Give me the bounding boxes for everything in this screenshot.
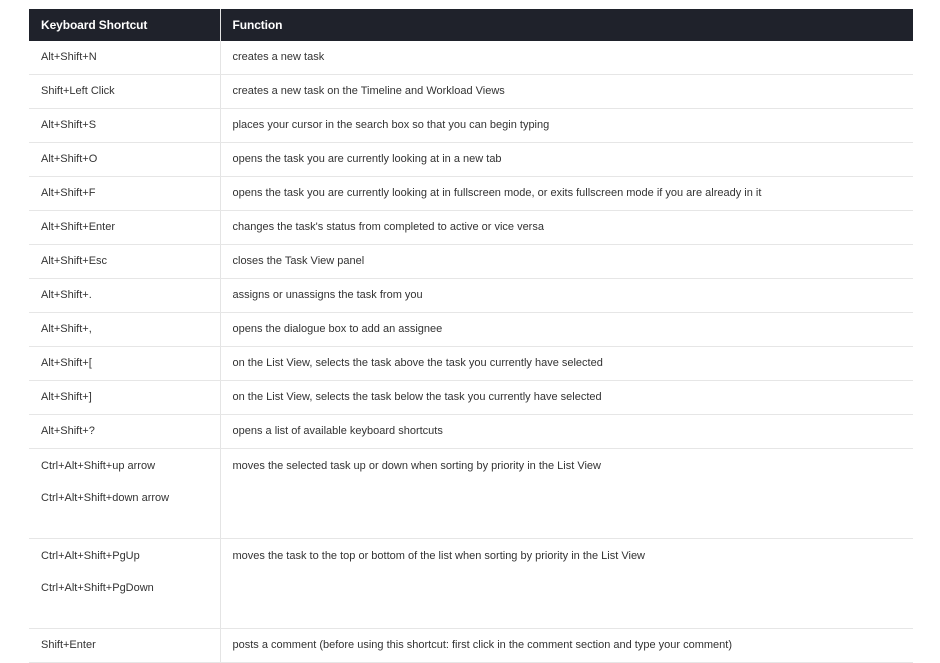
function-description: opens a list of available keyboard shortcuts	[232, 425, 443, 437]
shortcut-cell	[29, 449, 220, 539]
shortcut-cell	[29, 75, 220, 109]
table-row	[29, 539, 913, 629]
table-row	[29, 177, 913, 211]
shortcut-cell	[29, 279, 220, 313]
shortcut-cell	[29, 245, 220, 279]
table-row	[29, 381, 913, 415]
function-description: assigns or unassigns the task from you	[232, 289, 423, 301]
shortcut-keys: Ctrl+Alt+Shift+PgDown	[41, 582, 154, 594]
function-description: moves the selected task up or down when sorting by priority in the List View	[232, 460, 601, 472]
function-description: moves the task to the top or bottom of the list when sorting by priority in the List View	[232, 550, 645, 562]
table-row	[29, 245, 913, 279]
table-row	[29, 41, 913, 75]
shortcut-keys: Ctrl+Alt+Shift+PgUp	[41, 550, 140, 562]
table-header	[29, 9, 913, 41]
shortcut-keys: Shift+Enter	[41, 639, 96, 651]
function-description: opens the task you are currently looking at in fullscreen mode, or exits fullscreen mode if you are already in it	[232, 187, 762, 199]
shortcut-keys: Alt+Shift+Esc	[41, 255, 108, 267]
shortcut-keys: Alt+Shift+F	[41, 187, 96, 199]
function-description: places your cursor in the search box so that you can begin typing	[232, 119, 550, 131]
shortcut-keys: Alt+Shift+S	[41, 119, 97, 131]
shortcut-keys: Alt+Shift+[	[41, 357, 92, 369]
function-cell	[220, 211, 913, 245]
function-cell	[220, 449, 913, 539]
function-description: creates a new task	[232, 51, 325, 63]
function-cell	[220, 109, 913, 143]
shortcut-keys: Alt+Shift+?	[41, 425, 95, 437]
shortcut-keys: Ctrl+Alt+Shift+down arrow	[41, 492, 170, 504]
shortcut-cell	[29, 41, 220, 75]
function-cell	[220, 629, 913, 663]
function-cell	[220, 177, 913, 211]
table-body	[29, 41, 913, 663]
function-cell	[220, 539, 913, 629]
function-cell	[220, 41, 913, 75]
function-description: opens the task you are currently looking at in a new tab	[232, 153, 502, 165]
keyboard-shortcuts-table	[29, 9, 913, 663]
shortcut-keys: Alt+Shift+]	[41, 391, 92, 403]
function-description: on the List View, selects the task below the task you currently have selected	[232, 391, 602, 403]
shortcut-cell	[29, 211, 220, 245]
shortcut-cell	[29, 539, 220, 629]
shortcut-keys: Alt+Shift+.	[41, 289, 92, 301]
shortcut-keys: Ctrl+Alt+Shift+up arrow	[41, 460, 156, 472]
table-row	[29, 75, 913, 109]
function-cell	[220, 245, 913, 279]
shortcut-cell	[29, 109, 220, 143]
shortcut-cell	[29, 143, 220, 177]
function-description: on the List View, selects the task above the task you currently have selected	[232, 357, 603, 369]
shortcut-keys: Alt+Shift+,	[41, 323, 92, 335]
table-row	[29, 415, 913, 449]
function-cell	[220, 279, 913, 313]
function-cell	[220, 347, 913, 381]
function-cell	[220, 381, 913, 415]
shortcut-keys: Alt+Shift+N	[41, 51, 97, 63]
function-description: closes the Task View panel	[232, 255, 365, 267]
table-row	[29, 449, 913, 539]
function-cell	[220, 415, 913, 449]
function-description: creates a new task on the Timeline and Workload Views	[232, 85, 505, 97]
table-row	[29, 279, 913, 313]
table-row	[29, 313, 913, 347]
function-description: posts a comment (before using this shortcut: first click in the comment section and type your comment)	[232, 639, 732, 651]
shortcut-cell	[29, 629, 220, 663]
shortcut-cell	[29, 313, 220, 347]
table-row	[29, 347, 913, 381]
shortcut-keys: Alt+Shift+Enter	[41, 221, 115, 233]
table-row	[29, 109, 913, 143]
function-description: changes the task's status from completed to active or vice versa	[232, 221, 544, 233]
header-row	[29, 9, 913, 41]
function-cell	[220, 143, 913, 177]
table-row	[29, 629, 913, 663]
header-keyboard-shortcut: Keyboard Shortcut	[29, 9, 220, 41]
shortcuts-table-container	[29, 9, 913, 663]
shortcut-keys: Alt+Shift+O	[41, 153, 98, 165]
table-row	[29, 143, 913, 177]
shortcut-keys: Shift+Left Click	[41, 85, 115, 97]
function-description: opens the dialogue box to add an assignee	[232, 323, 443, 335]
function-cell	[220, 75, 913, 109]
table-row	[29, 211, 913, 245]
shortcut-cell	[29, 347, 220, 381]
function-cell	[220, 313, 913, 347]
shortcut-cell	[29, 415, 220, 449]
shortcut-cell	[29, 177, 220, 211]
header-function: Function	[220, 9, 913, 41]
shortcut-cell	[29, 381, 220, 415]
